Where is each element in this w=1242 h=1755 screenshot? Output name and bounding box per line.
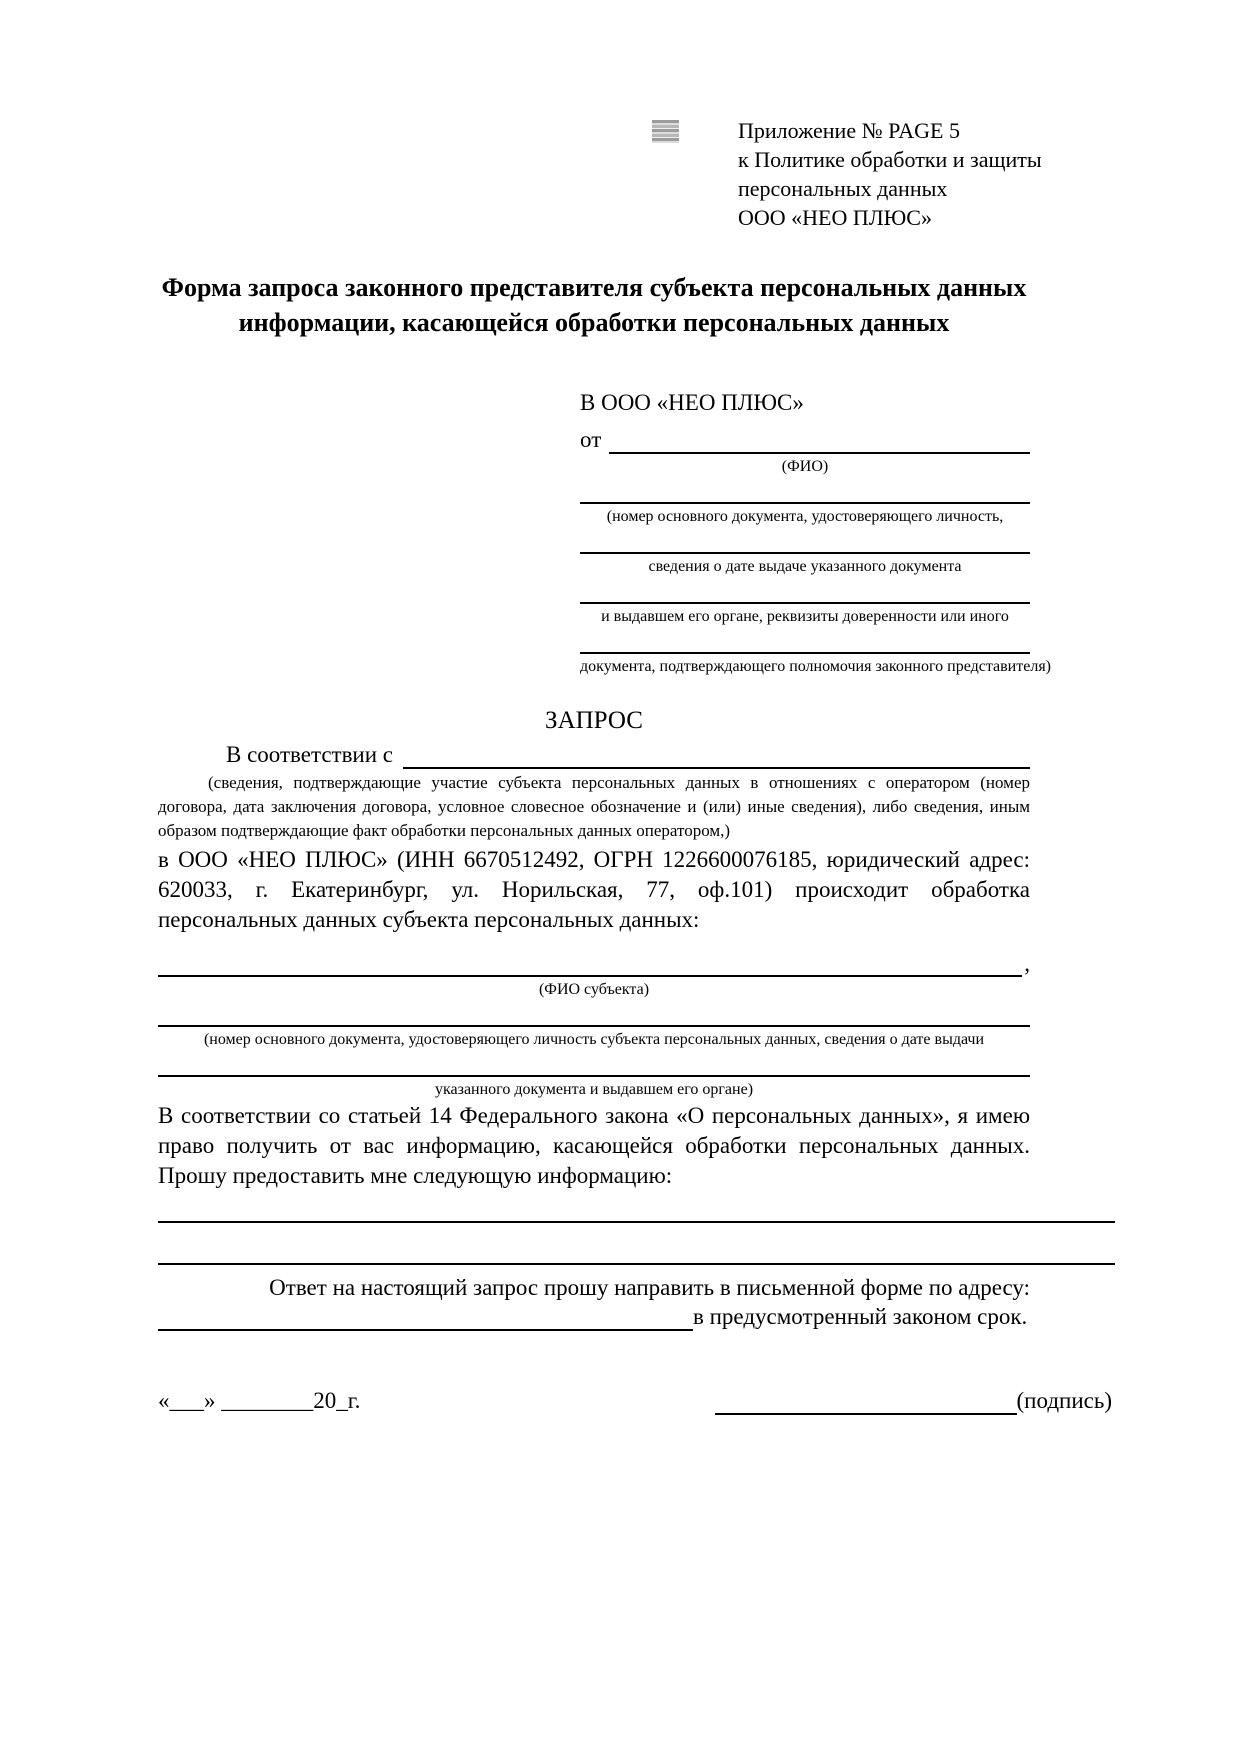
- date-blank-text: «___» ________20_г.: [158, 1388, 361, 1413]
- doc-number-caption: (номер основного документа, удостоверяющего личность,: [606, 508, 1004, 525]
- signature-caption: (подпись): [1016, 1388, 1112, 1413]
- reply-address-lead: Ответ на настоящий запрос прошу направить в письменной форме по адресу:: [269, 1275, 1030, 1300]
- document-content: [158, 0, 1112, 1415]
- reply-address-blank-line: [158, 1329, 693, 1331]
- issue-date-caption: сведения о дате выдаче указанного документа: [648, 558, 962, 575]
- power-of-attorney-field-row: [580, 652, 1051, 676]
- power-of-attorney-blank-line: [580, 652, 1030, 654]
- annex-line-1: Приложение № PAGE 5: [738, 118, 960, 143]
- subject-doc-blank-line-2: [158, 1075, 1030, 1077]
- signature-field: [715, 1386, 1112, 1415]
- doc-number-field-row: [580, 502, 1030, 526]
- info-blank-line-1: [158, 1221, 1115, 1223]
- statute-paragraph: В соответствии со статьей 14 Федерального закона «О персональных данных», я имею право получить от вас информацию, касающейся обработки персональных данных. Прошу предоставить мне следующую информацию:: [158, 1103, 1030, 1188]
- title-line-1: Форма запроса законного представителя субъекта персональных данных: [161, 273, 1027, 302]
- from-field-row: [580, 425, 1030, 454]
- subject-doc-blank-line-1: [158, 1025, 1030, 1027]
- signature-row: [158, 1386, 1112, 1415]
- issue-date-blank-line: [580, 552, 1030, 554]
- doc-number-blank-line: [580, 502, 1030, 504]
- issue-date-field-row: [580, 552, 1030, 576]
- request-heading: ЗАПРОС: [545, 707, 643, 734]
- subject-doc-row-2: [158, 1075, 1030, 1099]
- accordance-blank-line: [403, 767, 1030, 769]
- accordance-row: [226, 740, 1030, 769]
- subject-fio-caption: (ФИО субъекта): [538, 981, 650, 998]
- power-of-attorney-caption: документа, подтверждающего полномочия законного представителя): [580, 658, 1051, 675]
- accordance-footnote: (сведения, подтверждающие участие субъекта персональных данных в отношениях с оператором (номер договора, дата заключения договора, условное словесное обозначение и (или) иные сведения), либо сведения, иным образом подтверждающие факт обработки персональных данных оператором,): [158, 773, 1030, 840]
- subject-fio-row: [158, 951, 1030, 977]
- fio-blank-line: [609, 452, 1030, 454]
- accordance-lead: В соответствии с: [226, 742, 394, 767]
- subject-fio-comma: ,: [1024, 951, 1030, 976]
- document-title: [158, 270, 1030, 340]
- reply-term-text: в предусмотренный законом срок.: [693, 1304, 1028, 1329]
- reply-address-row: [158, 1302, 1030, 1331]
- issuing-authority-field-row: [580, 602, 1030, 626]
- fio-caption: (ФИО): [781, 458, 829, 475]
- signature-blank-line: [715, 1413, 1017, 1415]
- recipient-block: [580, 388, 1051, 676]
- title-line-2: информации, касающейся обработки персональных данных: [238, 308, 950, 337]
- annex-line-4: ООО «НЕО ПЛЮС»: [738, 205, 932, 230]
- issuing-authority-caption: и выдавшем его органе, реквизиты доверенности или иного: [601, 608, 1009, 625]
- annex-line-2: к Политике обработки и защиты: [738, 147, 1042, 172]
- issuing-authority-blank-line: [580, 602, 1030, 604]
- operator-paragraph: в ООО «НЕО ПЛЮС» (ИНН 6670512492, ОГРН 1226600076185, юридический адрес: 620033, г. Екатеринбург, ул. Норильская, 77, оф.101) происходит обработка персональных данных субъекта персональных данных:: [158, 847, 1030, 932]
- subject-doc-caption-1: (номер основного документа, удостоверяющего личность субъекта персональных данных, сведения о дате выдачи: [203, 1031, 985, 1048]
- info-blank-line-2: [158, 1263, 1115, 1265]
- subject-fio-blank-line: [158, 975, 1022, 977]
- recipient-to: В ООО «НЕО ПЛЮС»: [580, 390, 804, 415]
- from-label: от: [580, 427, 602, 452]
- subject-doc-caption-2: указанного документа и выдавшем его органе): [434, 1081, 754, 1098]
- annex-line-3: персональных данных: [738, 176, 948, 201]
- subject-doc-row-1: [158, 1025, 1030, 1049]
